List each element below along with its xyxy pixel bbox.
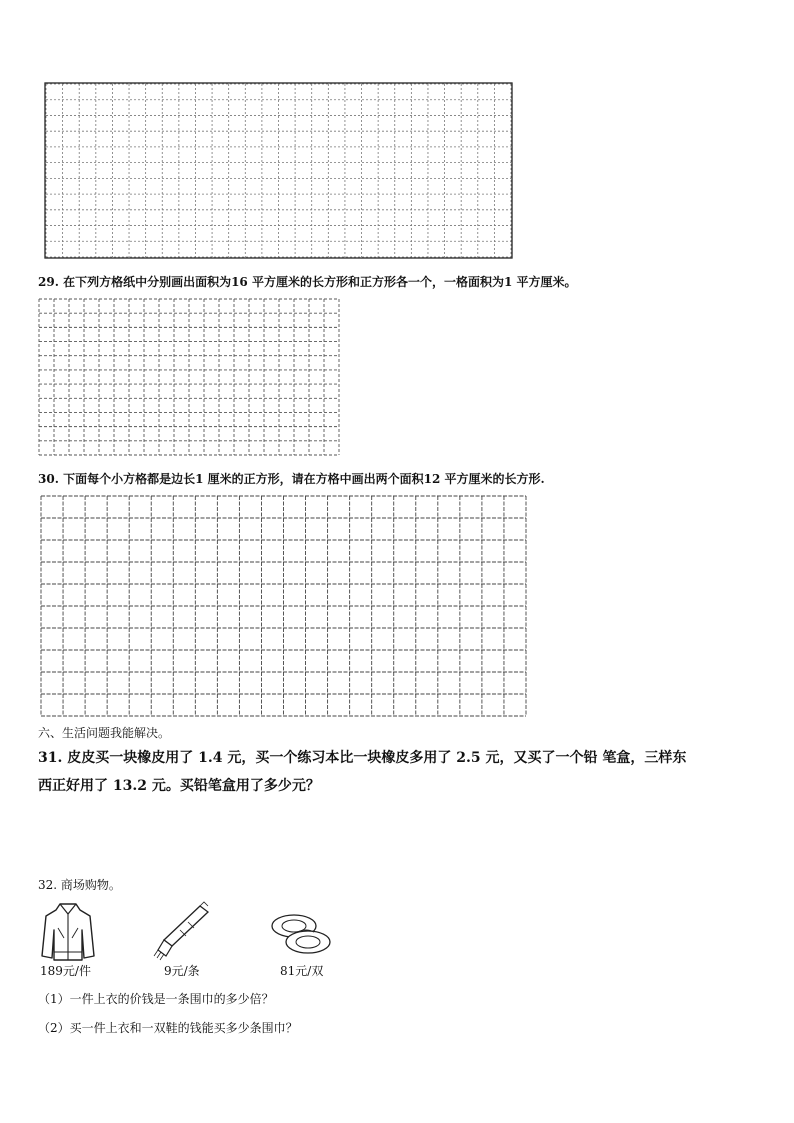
question-30 <box>38 470 545 487</box>
question-title: 商场购物。 <box>60 878 121 892</box>
question-text-line-1: 皮皮买一块橡皮用了 1.4 元，买一个练习本比一块橡皮多用了 2.5 元，又买了一个铅 笔盒，三样东 <box>67 750 687 766</box>
grid-paper-q29 <box>38 298 342 458</box>
sub-question-1: （1）一件上衣的价钱是一条围巾的多少倍？ <box>38 992 274 1006</box>
jacket-icon <box>40 900 96 962</box>
price-label: 81元/双 <box>280 964 324 978</box>
product-scarf <box>148 898 228 988</box>
question-number: 31. <box>38 750 63 766</box>
question-text-line-2: 西正好用了 13.2 元。买铅笔盒用了多少元？ <box>38 778 320 794</box>
scarf-icon <box>150 900 210 962</box>
question-31-line-1 <box>38 744 686 772</box>
question-text: 在下列方格纸中分别画出面积为16 平方厘米的长方形和正方形各一个，一格面积为1 平方厘米。 <box>63 275 577 289</box>
question-text: 下面每个小方格都是边长1 厘米的正方形，请在方格中画出两个面积12 平方厘米的长方形. <box>63 472 545 486</box>
question-number: 32. <box>38 878 58 892</box>
price-label: 189元/件 <box>40 964 91 978</box>
section-title: 六、生活问题我能解决。 <box>38 726 171 740</box>
grid-paper-top <box>44 82 514 260</box>
question-31 <box>38 744 686 800</box>
grid-paper-q30 <box>40 495 528 719</box>
question-number: 30. <box>38 472 59 486</box>
product-shoes <box>266 898 346 988</box>
price-label: 9元/条 <box>164 964 200 978</box>
product-jacket <box>34 898 114 988</box>
sub-question-2: （2）买一件上衣和一双鞋的钱能买多少条围巾？ <box>38 1021 298 1035</box>
question-32 <box>38 876 121 893</box>
question-number: 29. <box>38 275 59 289</box>
question-29 <box>38 273 577 290</box>
shoes-icon <box>268 906 334 968</box>
